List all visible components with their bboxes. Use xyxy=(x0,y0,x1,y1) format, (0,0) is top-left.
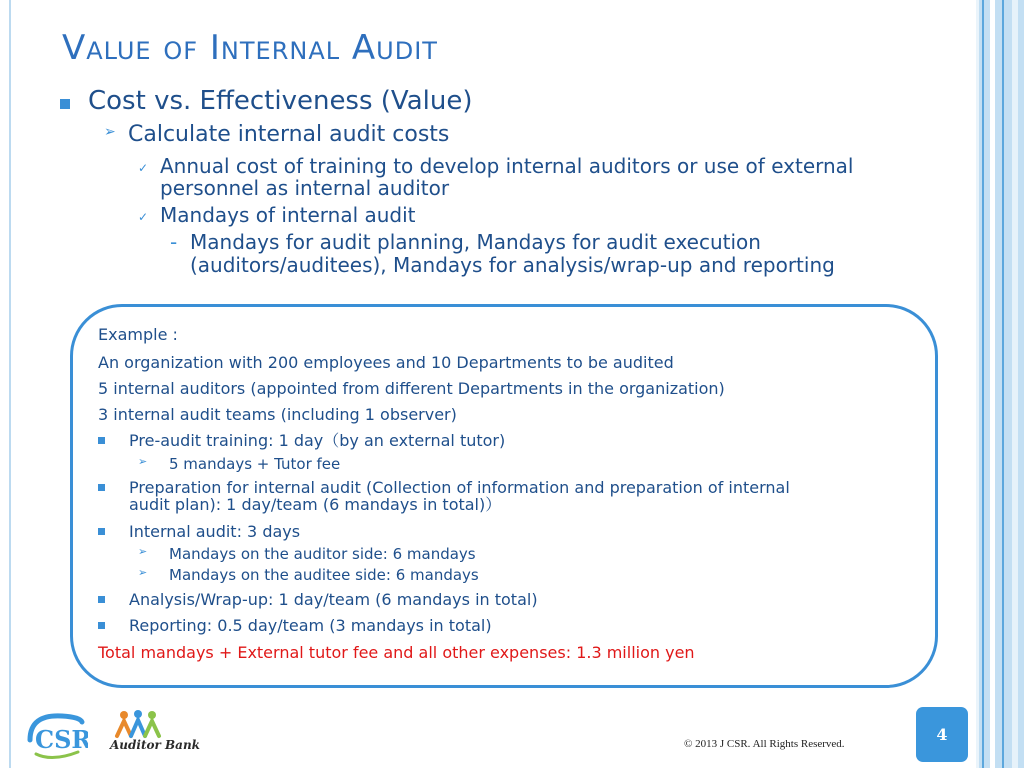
example-bullet-text xyxy=(129,479,790,513)
bullet-level4-text xyxy=(190,231,835,277)
slide-title: Value of Internal Audit xyxy=(62,28,438,68)
example-bullet-text: Reporting: 0.5 day/team (3 mandays in total) xyxy=(129,616,492,635)
bullet-level3-text: Mandays of internal audit xyxy=(160,203,416,227)
preparation-line1: Preparation for internal audit (Collection of information and preparation of internal xyxy=(129,478,790,497)
square-bullet-icon xyxy=(98,437,105,444)
arrow-bullet-icon: ➢ xyxy=(138,545,148,558)
example-sub-bullet-text: 5 mandays + Tutor fee xyxy=(169,455,341,473)
right-decorative-band xyxy=(976,0,1024,768)
bullet-level3-line1: Annual cost of training to develop internal auditors or use of external xyxy=(160,154,854,178)
bullet-level2-text: Calculate internal audit costs xyxy=(128,122,450,147)
left-border-line xyxy=(9,0,11,768)
square-bullet-icon xyxy=(98,596,105,603)
example-intro-line: 3 internal audit teams (including 1 observer) xyxy=(98,405,457,424)
preparation-line2: audit plan): 1 day/team (6 mandays in total)） xyxy=(129,495,502,514)
auditor-bank-logo-text: Auditor Bank xyxy=(110,738,200,752)
bullet-level3-line2: personnel as internal auditor xyxy=(160,176,450,200)
example-intro-line: 5 internal auditors (appointed from different Departments in the organization) xyxy=(98,379,725,398)
csr-logo-text: CSR xyxy=(35,725,88,754)
bullet-level1-text: Cost vs. Effectiveness (Value) xyxy=(88,86,473,116)
dash-bullet-icon: - xyxy=(170,230,178,254)
arrow-bullet-icon: ➢ xyxy=(104,124,116,140)
bullet-level4-line2: (auditors/auditees), Mandays for analysis/wrap-up and reporting xyxy=(190,253,835,277)
example-bullet-text: Internal audit: 3 days xyxy=(129,522,301,541)
check-bullet-icon: ✓ xyxy=(138,161,149,175)
csr-logo xyxy=(22,708,88,764)
square-bullet-icon xyxy=(98,528,105,535)
check-bullet-icon: ✓ xyxy=(138,210,149,224)
example-bullet-text: Pre-audit training: 1 day（by an external tutor) xyxy=(129,431,506,450)
example-heading: Example : xyxy=(98,325,178,344)
square-bullet-icon xyxy=(98,622,105,629)
bullet-level4-line1: Mandays for audit planning, Mandays for audit execution xyxy=(190,230,761,254)
example-total-line: Total mandays + External tutor fee and all other expenses: 1.3 million yen xyxy=(98,643,695,662)
square-bullet-icon xyxy=(60,99,70,109)
arrow-bullet-icon: ➢ xyxy=(138,455,148,468)
page-number-badge: 4 xyxy=(916,707,968,762)
example-sub-bullet-text: Mandays on the auditor side: 6 mandays xyxy=(169,545,476,563)
copyright-notice: © 2013 J CSR. All Rights Reserved. xyxy=(684,738,845,750)
bullet-level3-text xyxy=(160,155,854,199)
auditor-bank-logo xyxy=(104,710,200,764)
example-intro-line: An organization with 200 employees and 10 Departments to be audited xyxy=(98,353,674,372)
square-bullet-icon xyxy=(98,484,105,491)
example-bullet-text: Analysis/Wrap-up: 1 day/team (6 mandays in total) xyxy=(129,590,538,609)
example-sub-bullet-text: Mandays on the auditee side: 6 mandays xyxy=(169,566,479,584)
arrow-bullet-icon: ➢ xyxy=(138,566,148,579)
